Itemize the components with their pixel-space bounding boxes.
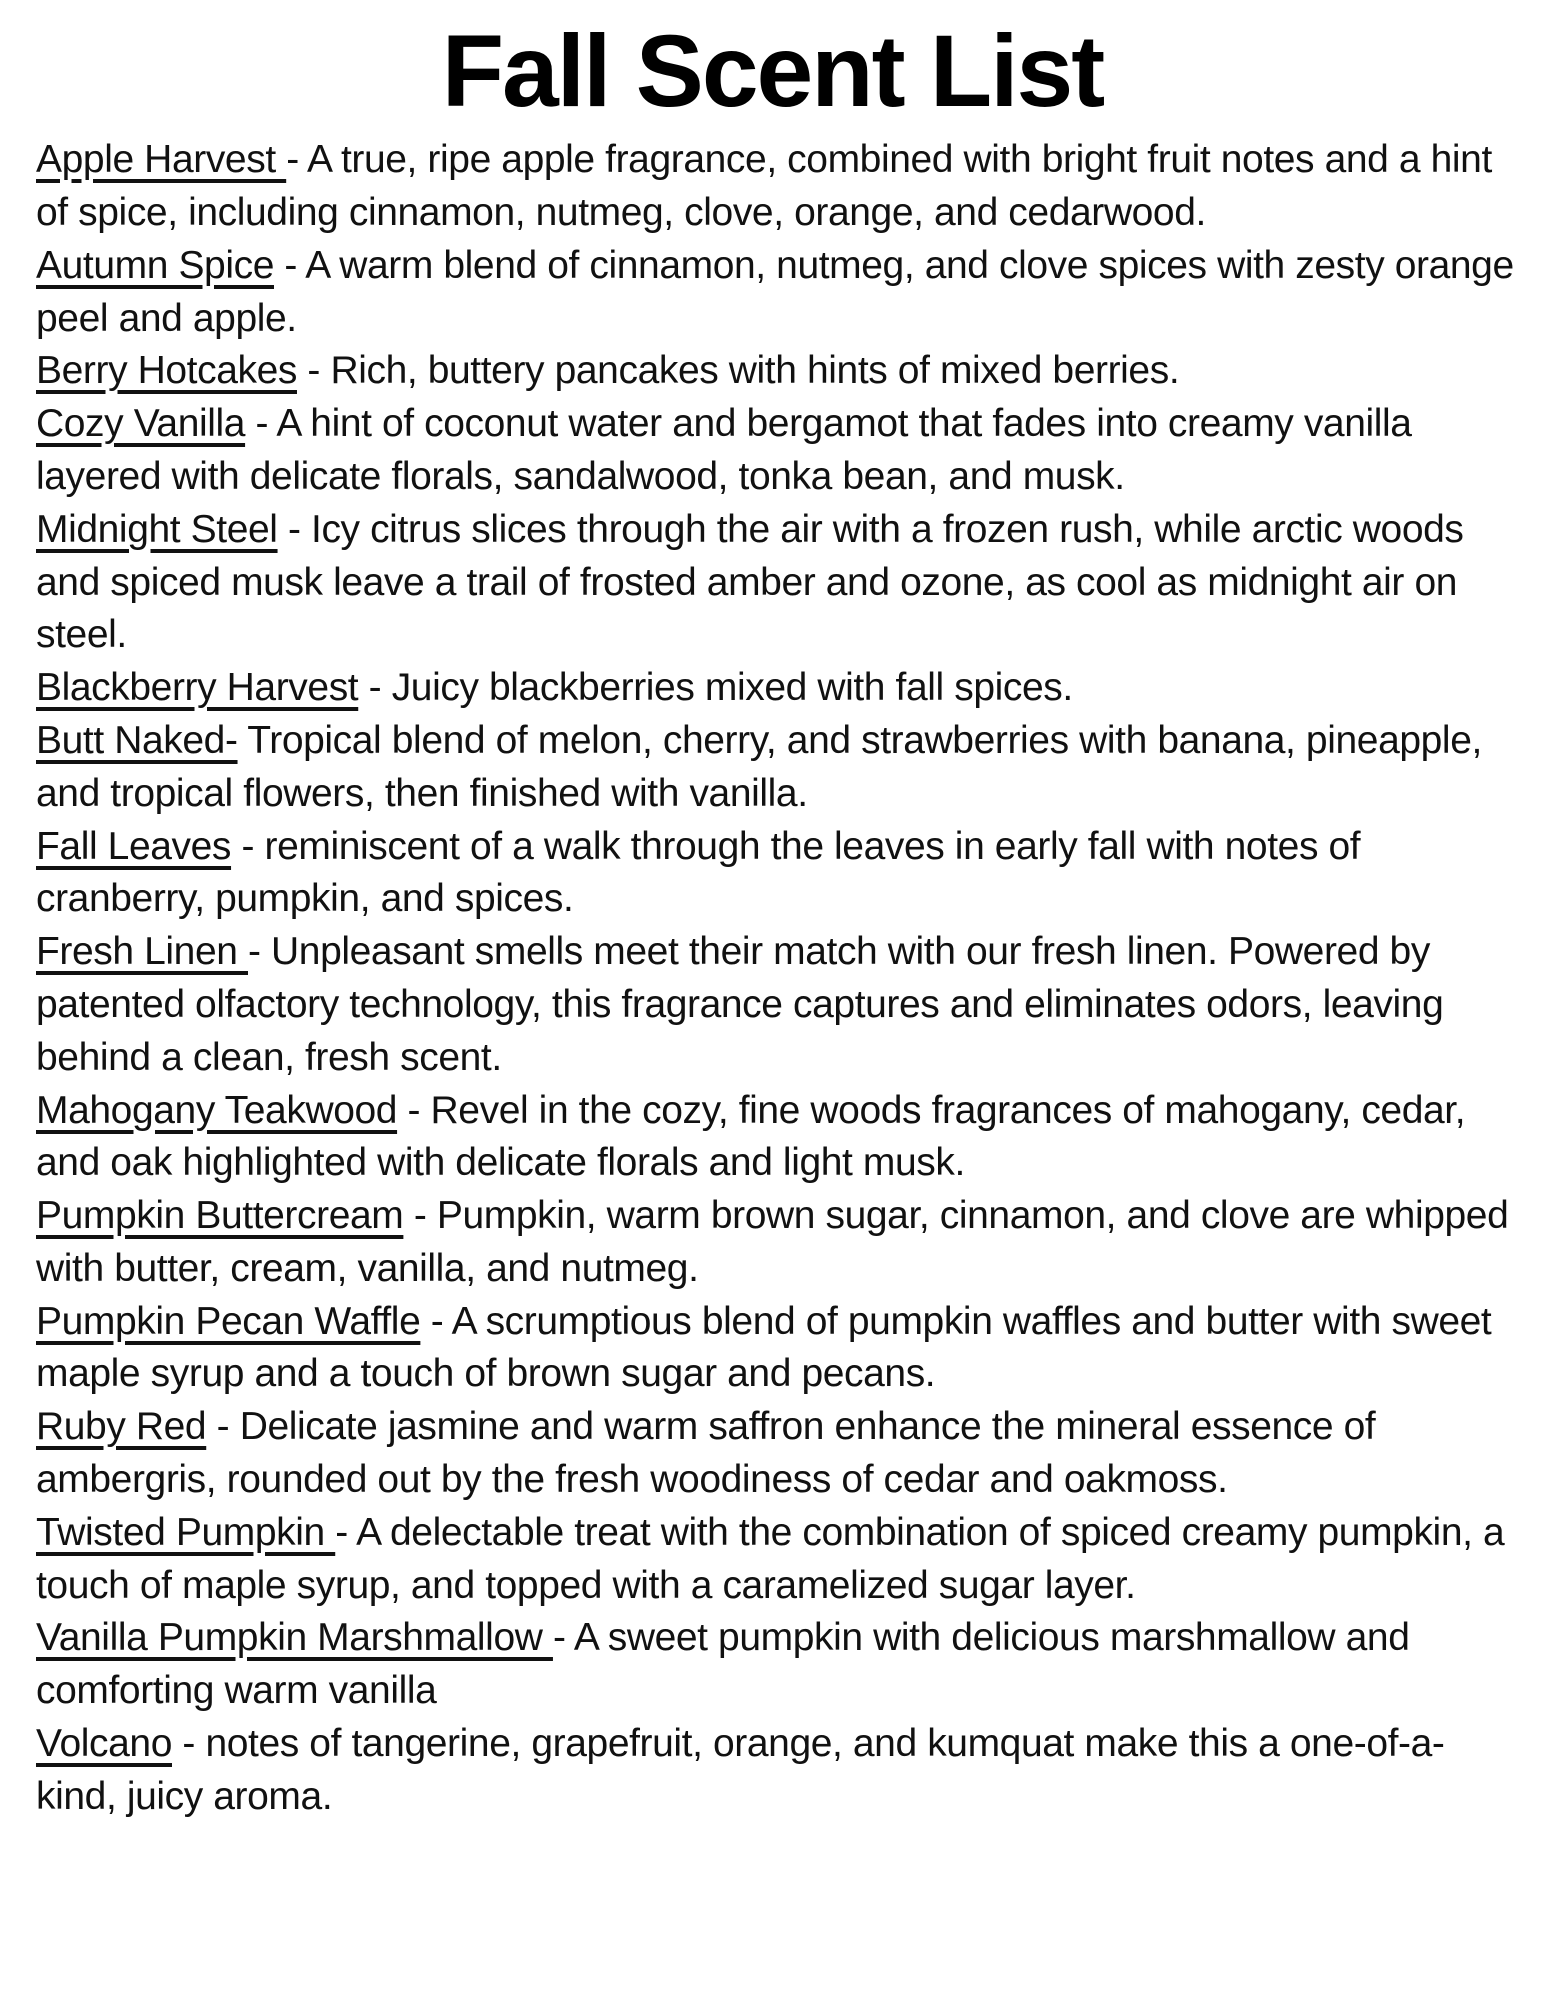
scent-name: Ruby Red (36, 1405, 207, 1449)
scent-entry-cozy-vanilla (36, 398, 1515, 504)
scent-description: - Unpleasant smells meet their match with our fresh linen. Powered by patented olfactory technology, this fragrance captures and eliminates odors, leaving behind a clean, fresh scent. (36, 930, 1444, 1079)
scent-entry-autumn-spice (36, 240, 1515, 346)
scent-name: Blackberry Harvest (36, 666, 359, 710)
scent-entry-ruby-red (36, 1401, 1515, 1507)
scent-description: - reminiscent of a walk through the leaves in early fall with notes of cranberry, pumpkin, and spices. (36, 824, 1361, 921)
scent-description: - A hint of coconut water and bergamot that fades into creamy vanilla layered with delicate florals, sandalwood, tonka bean, and musk. (36, 402, 1412, 498)
scent-description: - Juicy blackberries mixed with fall spices. (358, 666, 1073, 710)
scent-description: - Delicate jasmine and warm saffron enhance the mineral essence of ambergris, rounded out by the fresh woodiness of cedar and oakmoss. (36, 1405, 1376, 1502)
scent-name: Volcano (36, 1722, 172, 1766)
scent-entry-pumpkin-buttercream (36, 1190, 1515, 1296)
scent-description: - A scrumptious blend of pumpkin waffles and butter with sweet maple syrup and a touch of brown sugar and pecans. (36, 1299, 1492, 1396)
page-title: Fall Scent List (441, 14, 1104, 128)
scent-description: Tropical blend of melon, cherry, and strawberries with banana, pineapple, and tropical flowers, then finished with vanilla. (36, 718, 1482, 815)
scent-name: Apple Harvest (36, 138, 287, 182)
scent-description: - notes of tangerine, grapefruit, orange, and kumquat make this a one-of-a-kind, juicy aroma. (36, 1722, 1445, 1818)
scent-entry-berry-hotcakes (36, 345, 1515, 398)
scent-name: Cozy Vanilla (36, 402, 246, 446)
scent-entry-fall-leaves (36, 821, 1515, 927)
scent-name: Twisted Pumpkin (36, 1510, 336, 1554)
scent-entry-twisted-pumpkin (36, 1507, 1515, 1613)
scent-entry-pumpkin-pecan-waffle (36, 1296, 1515, 1402)
scent-description: - A warm blend of cinnamon, nutmeg, and clove spices with zesty orange peel and apple. (36, 243, 1514, 340)
scent-name: Vanilla Pumpkin Marshmallow (36, 1616, 553, 1660)
scent-description: - Icy citrus slices through the air with a frozen rush, while arctic woods and spiced musk leave a trail of frosted amber and ozone, as cool as midnight air on steel. (36, 507, 1464, 657)
scent-description: - A true, ripe apple fragrance, combined with bright fruit notes and a hint of spice, including cinnamon, nutmeg, clove, orange, and cedarwood. (36, 138, 1492, 234)
scent-name: Fall Leaves (36, 824, 232, 868)
scent-description: - A sweet pumpkin with delicious marshmallow and comforting warm vanilla (36, 1616, 1410, 1713)
scent-name: Pumpkin Buttercream (36, 1194, 404, 1238)
scent-description: - Rich, buttery pancakes with hints of mixed berries. (296, 349, 1180, 393)
scent-description: - Pumpkin, warm brown sugar, cinnamon, and clove are whipped with butter, cream, vanilla, and nutmeg. (36, 1194, 1509, 1290)
scent-entry-fresh-linen (36, 926, 1515, 1084)
scent-description: - A delectable treat with the combination of spiced creamy pumpkin, a touch of maple syrup, and topped with a caramelized sugar layer. (36, 1510, 1505, 1607)
scent-name: Butt Naked- (36, 718, 238, 762)
scent-entry-volcano (36, 1718, 1515, 1824)
scent-name: Midnight Steel (36, 507, 278, 551)
scent-entry-mahogany-teakwood (36, 1085, 1515, 1191)
scent-name: Autumn Spice (36, 243, 274, 287)
scent-name: Fresh Linen (36, 930, 248, 974)
scent-entry-midnight-steel (36, 504, 1515, 662)
scent-list (0, 126, 1545, 1824)
scent-entry-vanilla-pumpkin-marshmallow (36, 1612, 1515, 1718)
scent-name: Berry Hotcakes (36, 349, 297, 393)
scent-name: Mahogany Teakwood (36, 1088, 398, 1132)
scent-entry-butt-naked (36, 715, 1515, 821)
scent-description: - Revel in the cozy, fine woods fragrances of mahogany, cedar, and oak highlighted with delicate florals and light musk. (36, 1088, 1466, 1185)
scent-entry-apple-harvest (36, 134, 1515, 240)
scent-name: Pumpkin Pecan Waffle (36, 1299, 421, 1343)
scent-entry-blackberry-harvest (36, 662, 1515, 715)
